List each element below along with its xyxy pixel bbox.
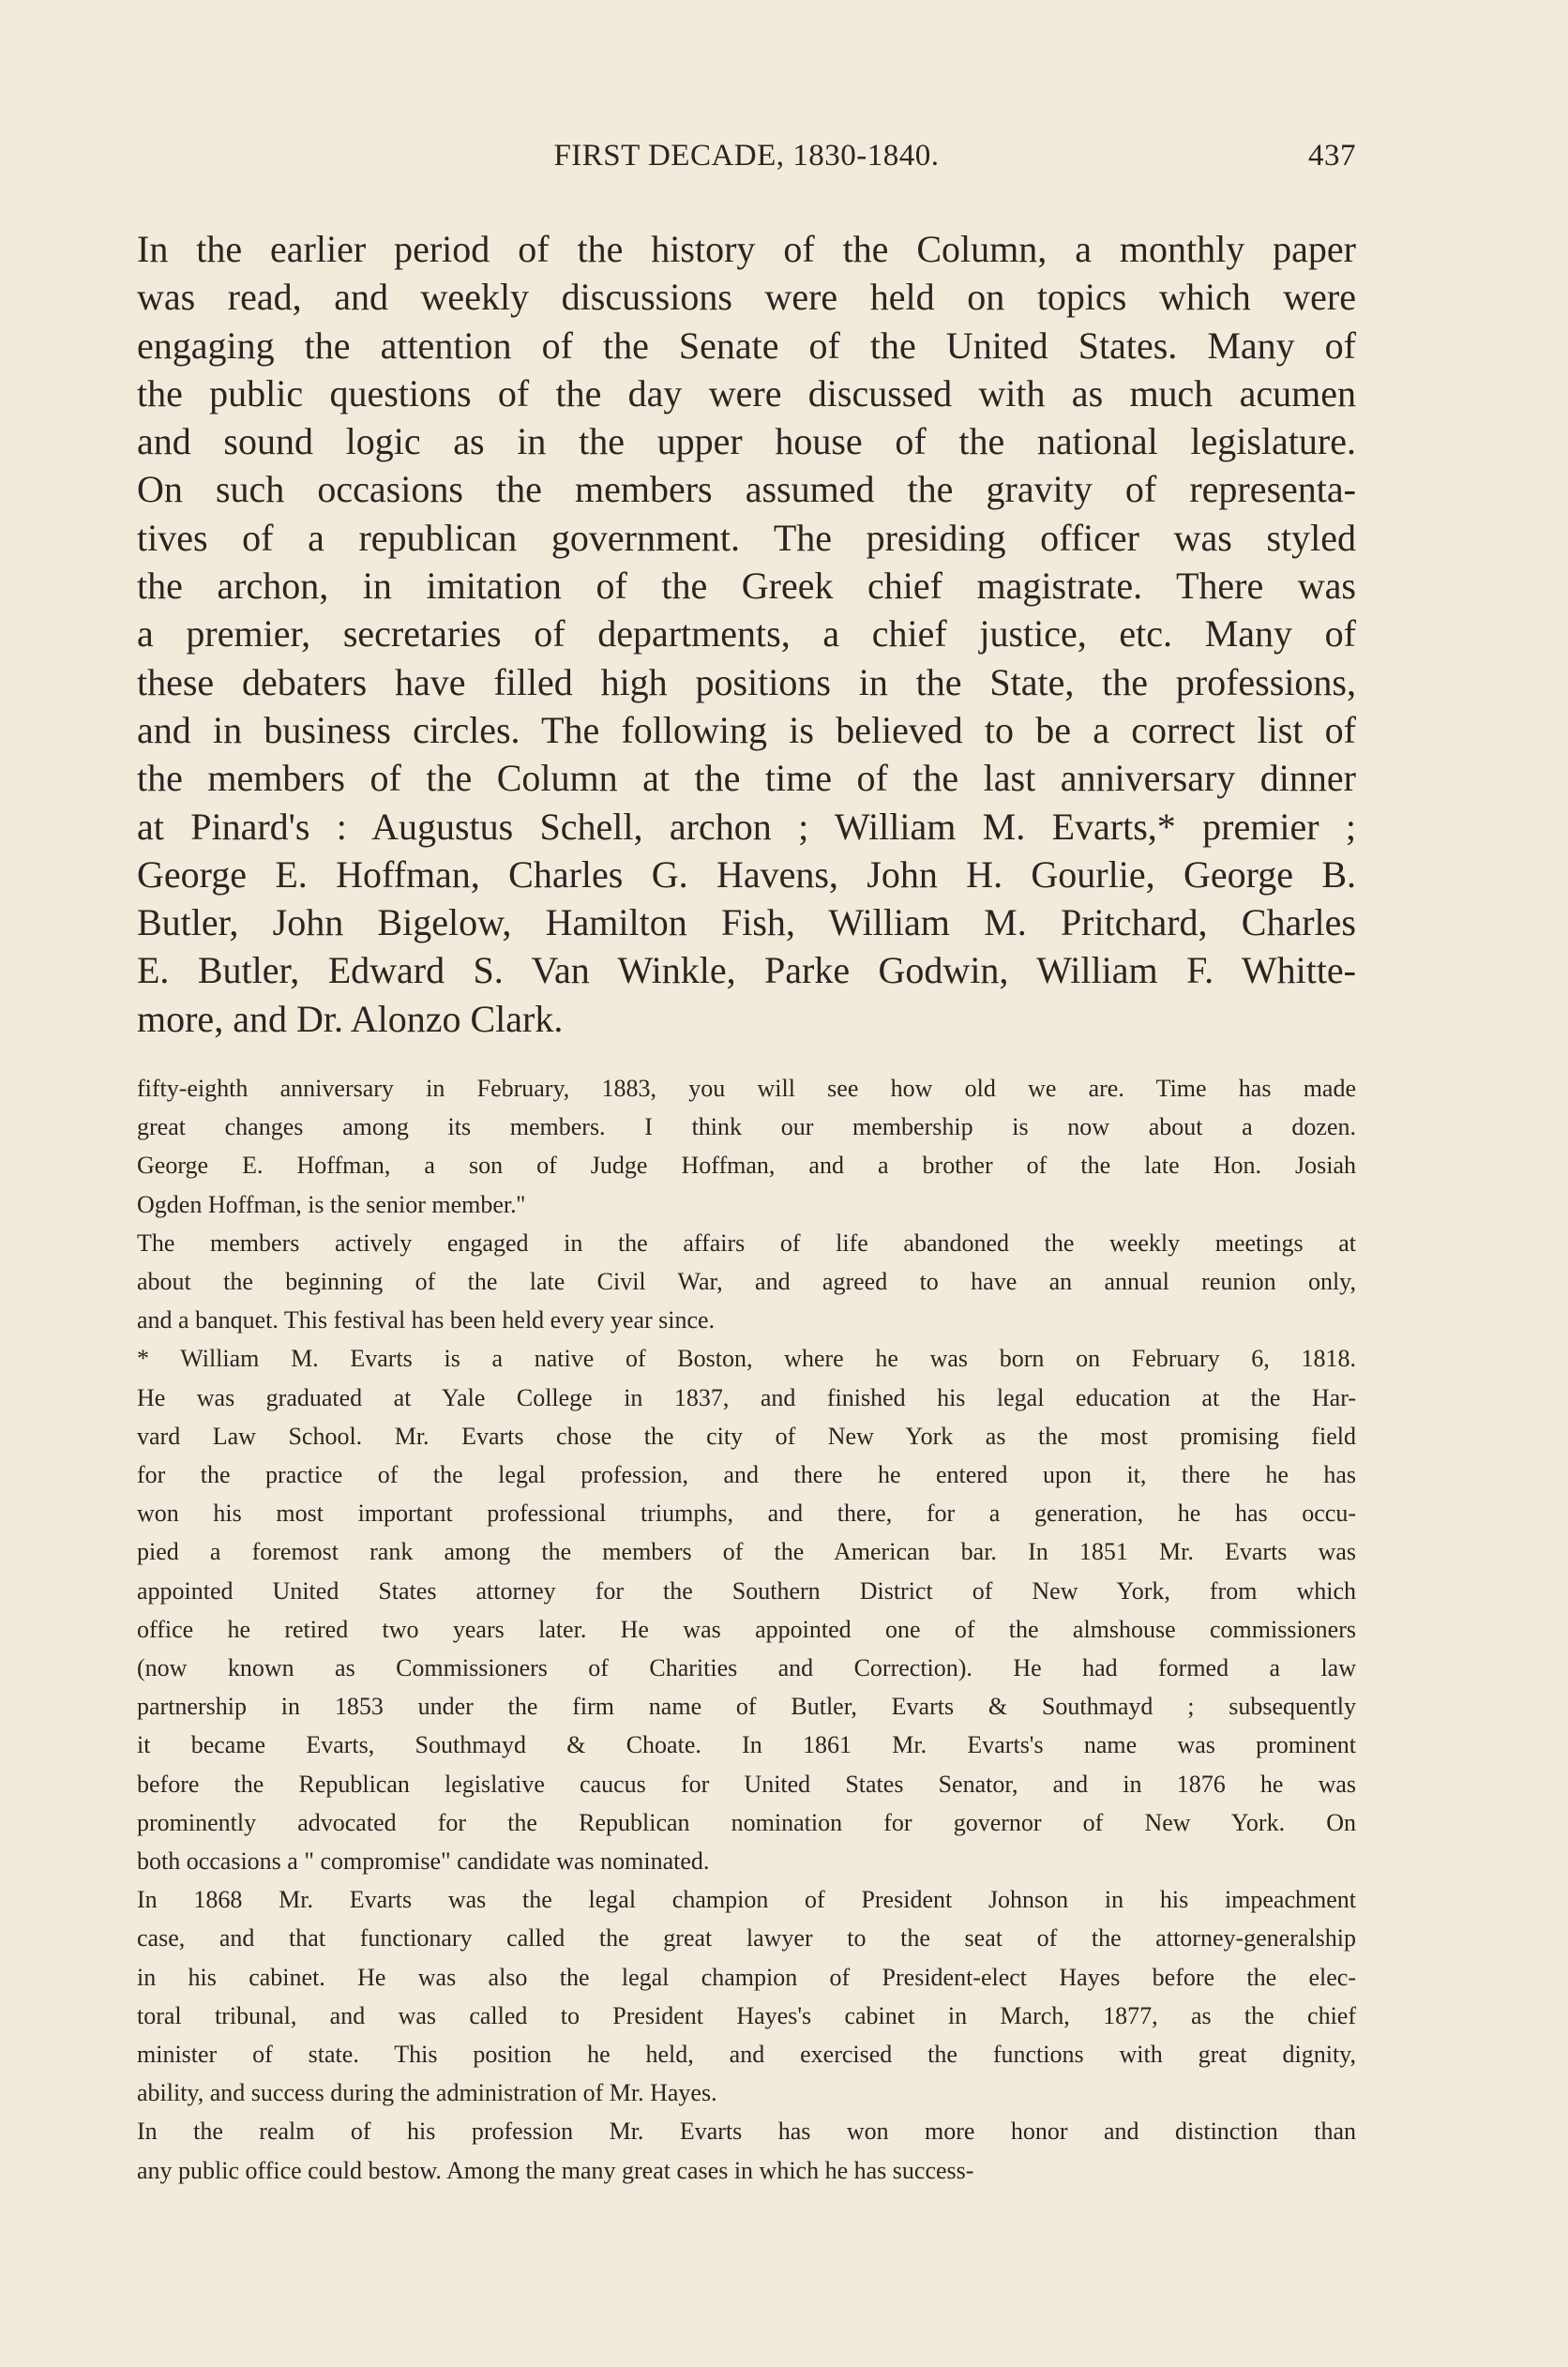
footnote-line: (now known as Commissioners of Charities and Correction). He had formed a law (137, 1654, 1356, 1682)
footnote-line: prominently advocated for the Republican nomination for governor of New York. On (137, 1808, 1356, 1836)
body-line: was read, and weekly discussions were held on topics which were (137, 276, 1356, 319)
footnote-line: in his cabinet. He was also the legal champion of President-elect Hayes before the elec- (137, 1963, 1356, 1991)
body-line: at Pinard's : Augustus Schell, archon ; William M. Evarts,* premier ; (137, 805, 1356, 848)
footnotes (137, 1069, 1356, 2190)
footnote-line: He was graduated at Yale College in 1837, and finished his legal education at the Har- (137, 1383, 1356, 1411)
footnote-line: won his most important professional triumphs, and there, for a generation, he has occu- (137, 1500, 1356, 1528)
body-line: and in business circles. The following is believed to be a correct list of (137, 708, 1356, 751)
footnote-line: about the beginning of the late Civil War, and agreed to have an annual reunion only, (137, 1268, 1356, 1296)
body-line: E. Butler, Edward S. Van Winkle, Parke Godwin, William F. Whitte- (137, 949, 1356, 992)
body-line: the members of the Column at the time of the last anniversary dinner (137, 757, 1356, 800)
footnote-line: In the realm of his profession Mr. Evarts has won more honor and distinction than (137, 2118, 1356, 2146)
footnote-line: partnership in 1853 under the firm name of Butler, Evarts & Southmayd ; subsequently (137, 1693, 1356, 1721)
body-line: the archon, in imitation of the Greek chief magistrate. There was (137, 565, 1356, 608)
footnote-line: Ogden Hoffman, is the senior member.'' (137, 1190, 525, 1218)
body-line: these debaters have filled high positions in the State, the professions, (137, 660, 1356, 703)
footnote-line: it became Evarts, Southmayd & Choate. In 1861 Mr. Evarts's name was prominent (137, 1731, 1356, 1759)
footnote-line: and a banquet. This festival has been held every year since. (137, 1306, 716, 1334)
footnote-line: for the practice of the legal profession, and there he entered upon it, there he has (137, 1461, 1356, 1489)
footnote-line: * William M. Evarts is a native of Boston, where he was born on February 6, 1818. (137, 1345, 1356, 1373)
footnote-line: minister of state. This position he held, and exercised the functions with great dignity, (137, 2041, 1356, 2069)
footnote-line: In 1868 Mr. Evarts was the legal champion of President Johnson in his impeachment (137, 1886, 1356, 1914)
footnote-line: appointed United States attorney for the Southern District of New York, from which (137, 1576, 1356, 1605)
footnote-line: any public office could bestow. Among the many great cases in which he has success- (137, 2156, 974, 2184)
body-line: and sound logic as in the upper house of the national legislature. (137, 420, 1356, 463)
body-line: In the earlier period of the history of the Column, a monthly paper (137, 228, 1356, 270)
footnote-line: before the Republican legislative caucus for United States Senator, and in 1876 he was (137, 1770, 1356, 1798)
body-line: more, and Dr. Alonzo Clark. (137, 997, 564, 1040)
footnote-line: office he retired two years later. He was appointed one of the almshouse commissioners (137, 1615, 1356, 1643)
footnote-line: The members actively engaged in the affairs of life abandoned the weekly meetings at (137, 1229, 1356, 1257)
running-header (137, 139, 1356, 186)
body-line: engaging the attention of the Senate of the United States. Many of (137, 324, 1356, 367)
footnote-line: case, and that functionary called the great lawyer to the seat of the attorney-generalship (137, 1924, 1356, 1952)
body-line: a premier, secretaries of departments, a chief justice, etc. Many of (137, 612, 1356, 656)
footnote-line: toral tribunal, and was called to President Hayes's cabinet in March, 1877, as the chief (137, 2001, 1356, 2029)
body-line: the public questions of the day were discussed with as much acumen (137, 371, 1356, 415)
footnote-line: vard Law School. Mr. Evarts chose the city of New York as the most promising field (137, 1422, 1356, 1450)
body-line: Butler, John Bigelow, Hamilton Fish, William M. Pritchard, Charles (137, 901, 1356, 944)
footnote-line: ability, and success during the administration of Mr. Hayes. (137, 2079, 717, 2107)
body-line: tives of a republican government. The presiding officer was styled (137, 516, 1356, 559)
footnote-line: fifty-eighth anniversary in February, 1883, you will see how old we are. Time has made (137, 1075, 1356, 1102)
footnote-line: George E. Hoffman, a son of Judge Hoffman, and a brother of the late Hon. Josiah (137, 1152, 1356, 1180)
body-line: On such occasions the members assumed the gravity of representa- (137, 468, 1356, 511)
footnote-line: both occasions a " compromise" candidate was nominated. (137, 1847, 710, 1876)
footnote-line: great changes among its members. I think our membership is now about a dozen. (137, 1113, 1356, 1141)
body-line: George E. Hoffman, Charles G. Havens, John H. Gourlie, George B. (137, 852, 1356, 896)
running-title: FIRST DECADE, 1830-1840. (553, 139, 940, 173)
main-paragraph (137, 225, 1356, 1043)
footnote-line: pied a foremost rank among the members of the American bar. In 1851 Mr. Evarts was (137, 1538, 1356, 1566)
page-number: 437 (1308, 139, 1356, 173)
